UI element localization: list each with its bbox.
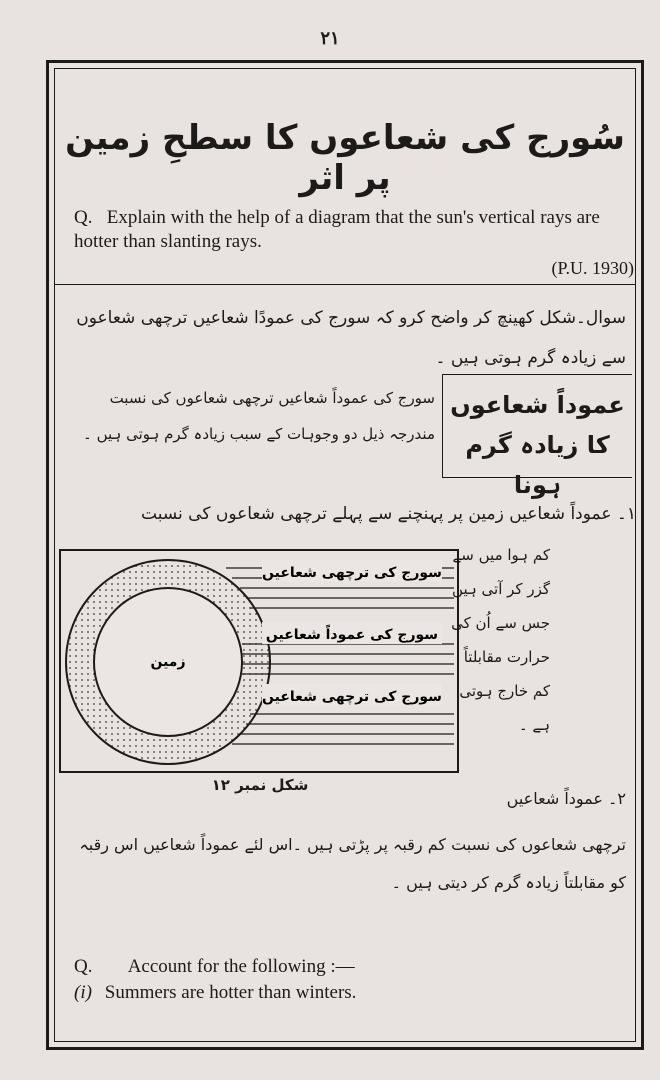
figure-caption: شکل نمبر ۱۲ [211, 776, 309, 794]
question-1-text: Explain with the help of a diagram that the sun's vertical rays are hotter than slanting rays. [74, 207, 600, 252]
question-2-label: Q. [74, 956, 93, 977]
point-2-heading: ۲۔ عموداً شعاعیں [506, 789, 626, 808]
side-line: گزر کر آتی ہیں [452, 580, 550, 598]
divider [54, 284, 636, 285]
intro-paragraph: سورج کی عموداً شعاعیں ترچھی شعاعوں کی نسبت مندرجہ ذیل دو وجوہات کے سبب زیادہ گرم ہوتی ہیں ۔ [83, 389, 435, 443]
exam-reference: (P.U. 1930) [551, 258, 634, 278]
side-line: ہے ۔ [518, 716, 550, 734]
earth-label: زمین [150, 654, 186, 670]
ray-label-bottom: سورج کی ترچھی شعاعیں [262, 689, 442, 705]
side-line: جس سے اُن کی [451, 614, 550, 632]
question-2-sub-text: Summers are hotter than winters. [104, 982, 357, 1003]
page-number: ۲۱ [320, 28, 340, 49]
side-line: کم ہوا میں سے [452, 546, 550, 564]
side-line: کم خارج ہوتی [459, 682, 550, 700]
question-2 [74, 954, 614, 1006]
question-1 [74, 206, 634, 254]
point-1-line: ۱۔ عموداً شعاعیں زمین پر پہنچنے سے پہلے ترچھی شعاعوں کی نسبت [141, 504, 636, 524]
question-2-text: Account for the following :— [127, 956, 355, 977]
point-1-side-text [450, 538, 550, 742]
urdu-question: سوال۔شکل کھینچ کر واضح کرو کہ سورج کی عمودًا شعاعیں ترچھی شعاعوں سے زیادہ گرم ہوتی ہیں ۔ [76, 308, 626, 368]
question-1-label: Q. [74, 207, 93, 228]
boxed-heading: عموداً شعاعوں کا زیادہ گرم ہونا [442, 374, 632, 478]
side-line: حرارت مقابلتاً [463, 648, 550, 666]
question-2-sub-label: (i) [74, 982, 92, 1003]
ray-label-top: سورج کی ترچھی شعاعیں [262, 565, 442, 581]
ray-label-middle: سورج کی عموداً شعاعیں [265, 627, 439, 643]
rays-diagram [56, 546, 462, 776]
page-title: سُورج کی شعاعوں کا سطحِ زمین پر اثر [65, 118, 625, 198]
point-2-text: ترچھی شعاعوں کی نسبت کم رقبہ پر پڑتی ہیں ۔اس لئے عموداً شعاعیں اس رقبہ کو مقابلتاً زیادہ گرم کر دیتی ہیں ۔ [79, 835, 626, 892]
